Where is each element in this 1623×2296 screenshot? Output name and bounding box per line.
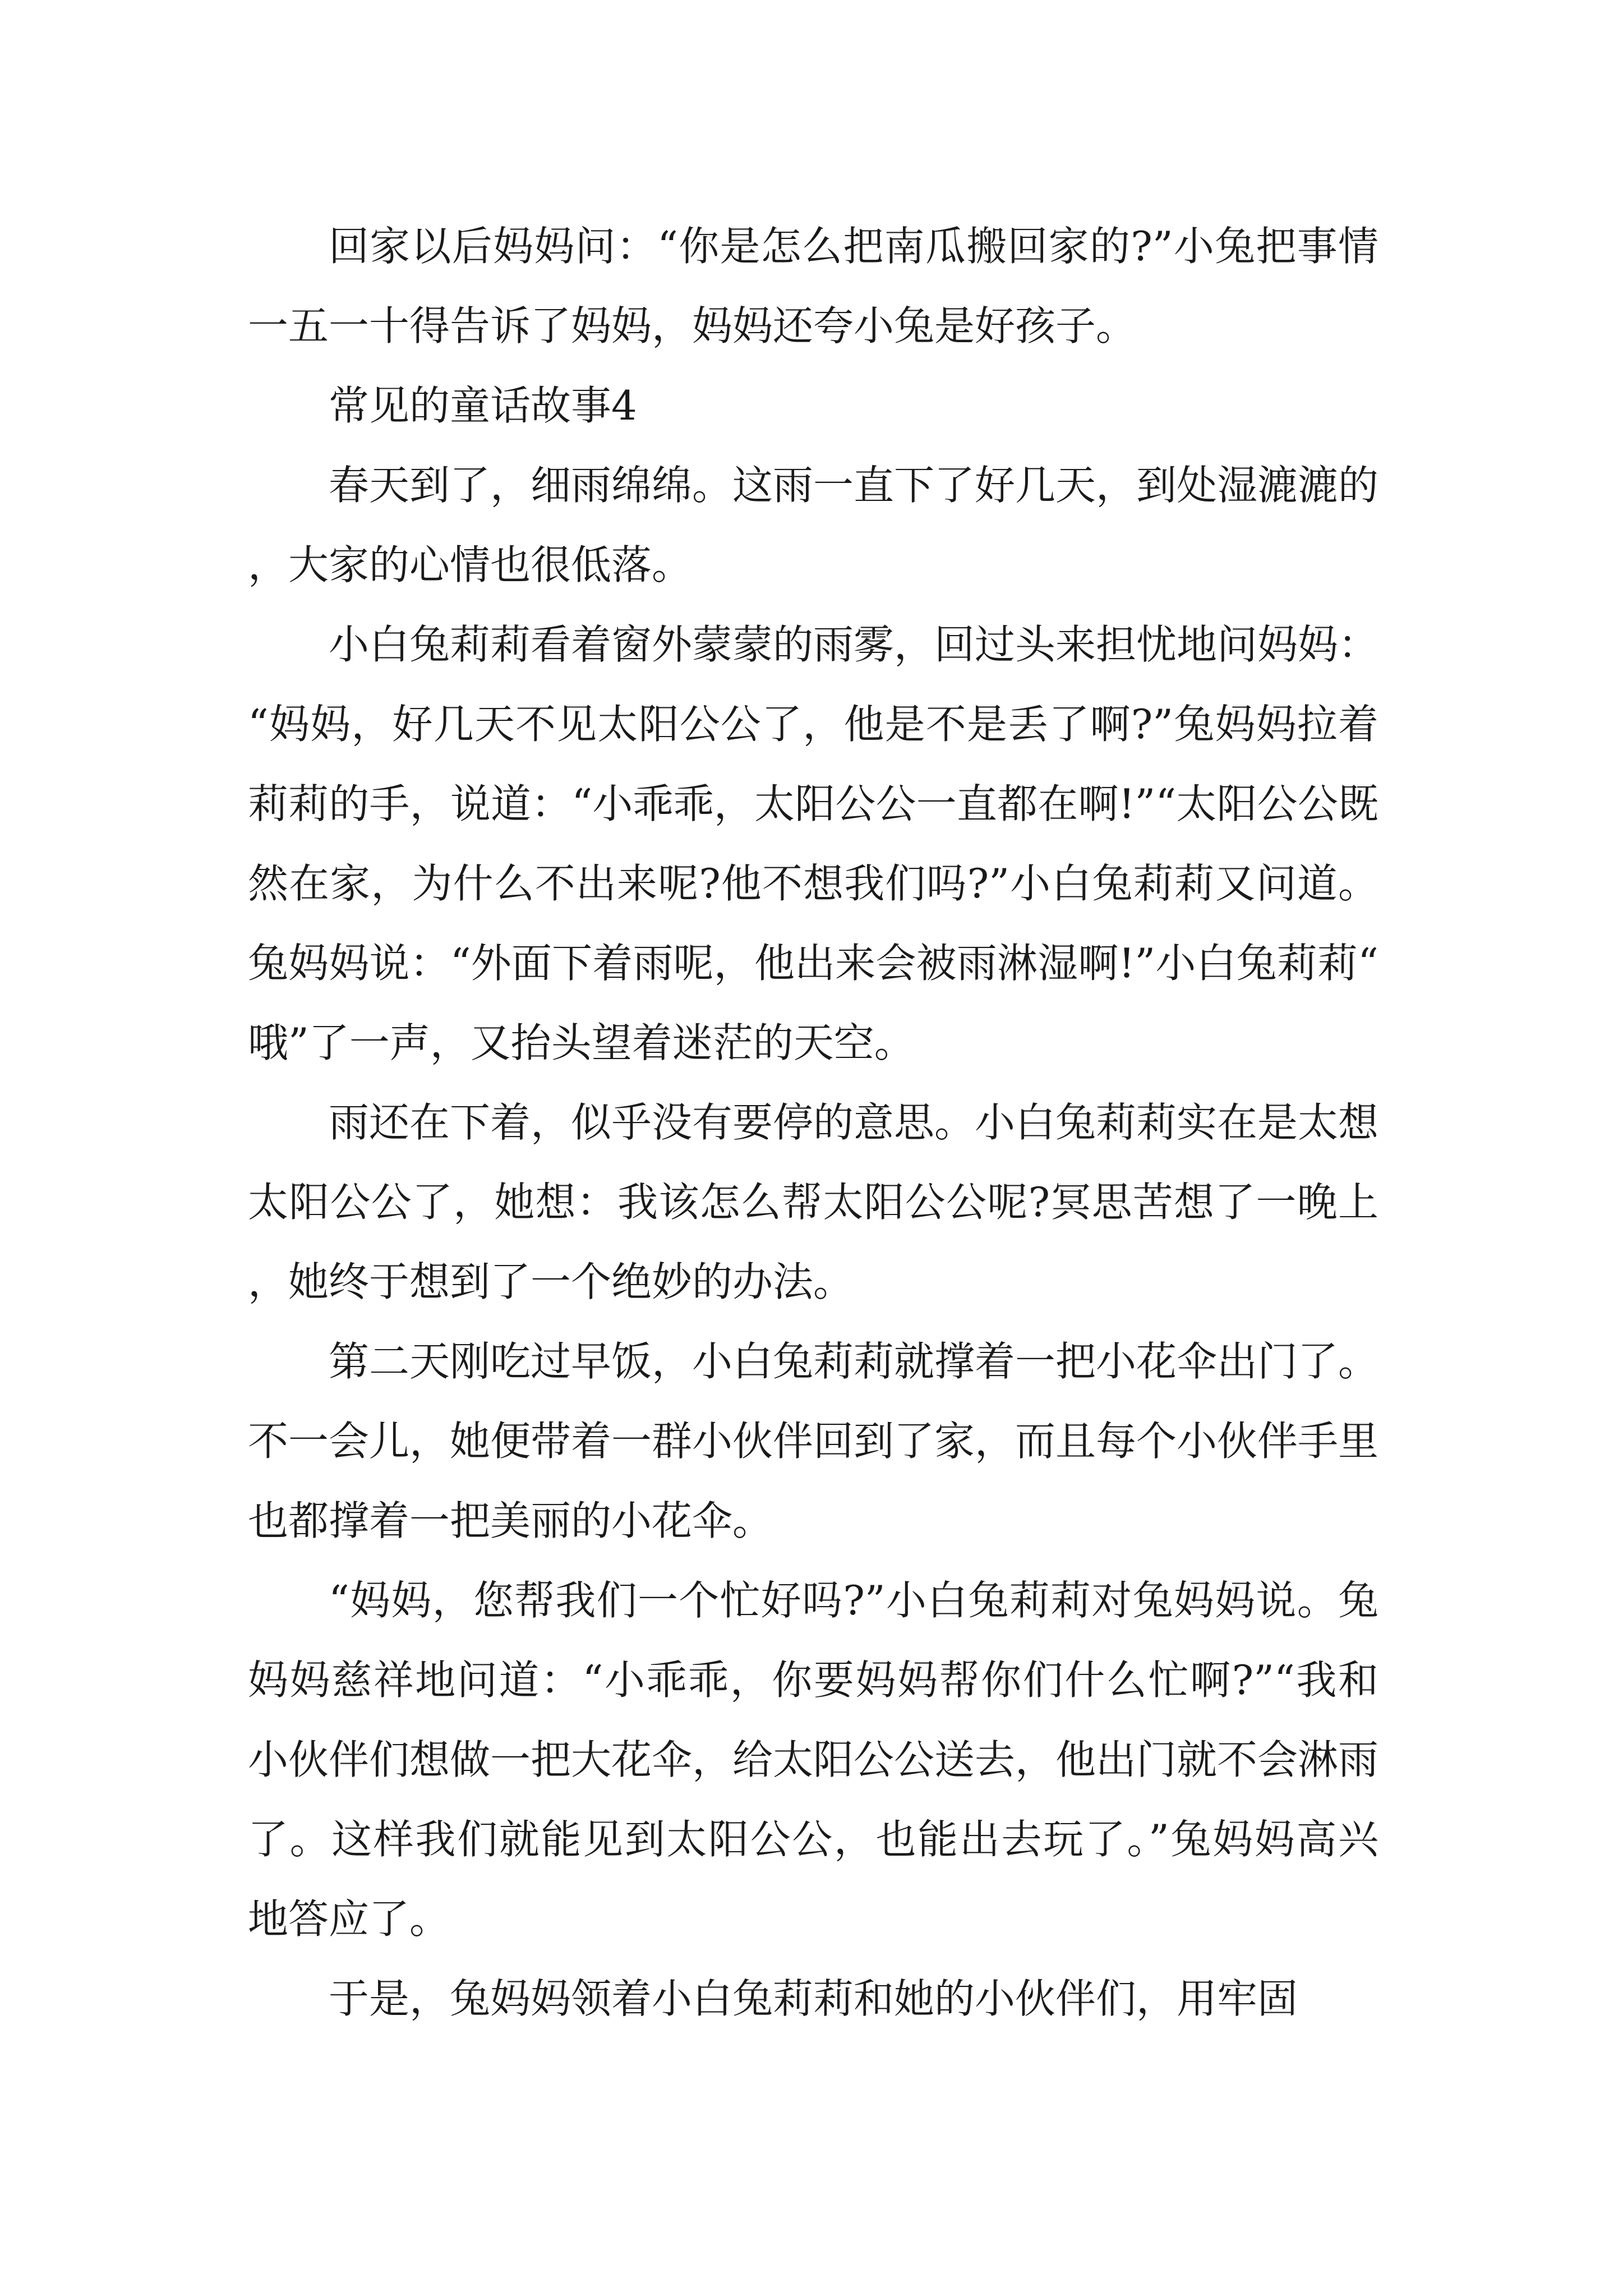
paragraph-lily-asks: 小白兔莉莉看着窗外蒙蒙的雨雾，回过头来担忧地问妈妈：“妈妈，好几天不见太阳公公了，他是不是丢了啊?”兔妈妈拉着莉莉的手，说道：“小乖乖，太阳公公一直都在啊!”“太阳公公既然在家，为什么不出来呢?他不想我们吗?”小白兔莉莉又问道。兔妈妈说：“外面下着雨呢，他出来会被雨淋湿啊!”小白兔莉莉“哦”了一声，又抬头望着迷茫的天空。: [248, 621, 1379, 1066]
paragraph-rain-continues: 雨还在下着，似乎没有要停的意思。小白兔莉莉实在是太想太阳公公了，她想：我该怎么帮太阳公公呢?冥思苦想了一晚上，她终于想到了一个绝妙的办法。: [248, 1099, 1379, 1305]
paragraph-ask-mother-help: “妈妈，您帮我们一个忙好吗?”小白兔莉莉对兔妈妈说。兔妈妈慈祥地问道：“小乖乖，你要妈妈帮你们什么忙啊?”“我和小伙伴们想做一把大花伞，给太阳公公送去，他出门就不会淋雨了。这样我们就能见到太阳公公，也能出去玩了。”兔妈妈高兴地答应了。: [248, 1577, 1379, 1943]
paragraph-next-day: 第二天刚吃过早饭，小白兔莉莉就撑着一把小花伞出门了。不一会儿，她便带着一群小伙伴回到了家，而且每个小伙伴手里也都撑着一把美丽的小花伞。: [248, 1338, 1379, 1544]
story-heading: 常见的童话故事4: [329, 382, 637, 429]
paragraph-pumpkin-ending: 回家以后妈妈问：“你是怎么把南瓜搬回家的?”小兔把事情一五一十得告诉了妈妈，妈妈还夸小兔是好孩子。: [248, 223, 1378, 349]
paragraph-make-umbrella: 于是，兔妈妈领着小白兔莉莉和她的小伙伴们，用牢固: [329, 1975, 1298, 2022]
document-body: [248, 206, 1378, 2039]
paragraph-spring-rain: 春天到了，细雨绵绵。这雨一直下了好几天，到处湿漉漉的，大家的心情也很低落。: [248, 462, 1379, 588]
